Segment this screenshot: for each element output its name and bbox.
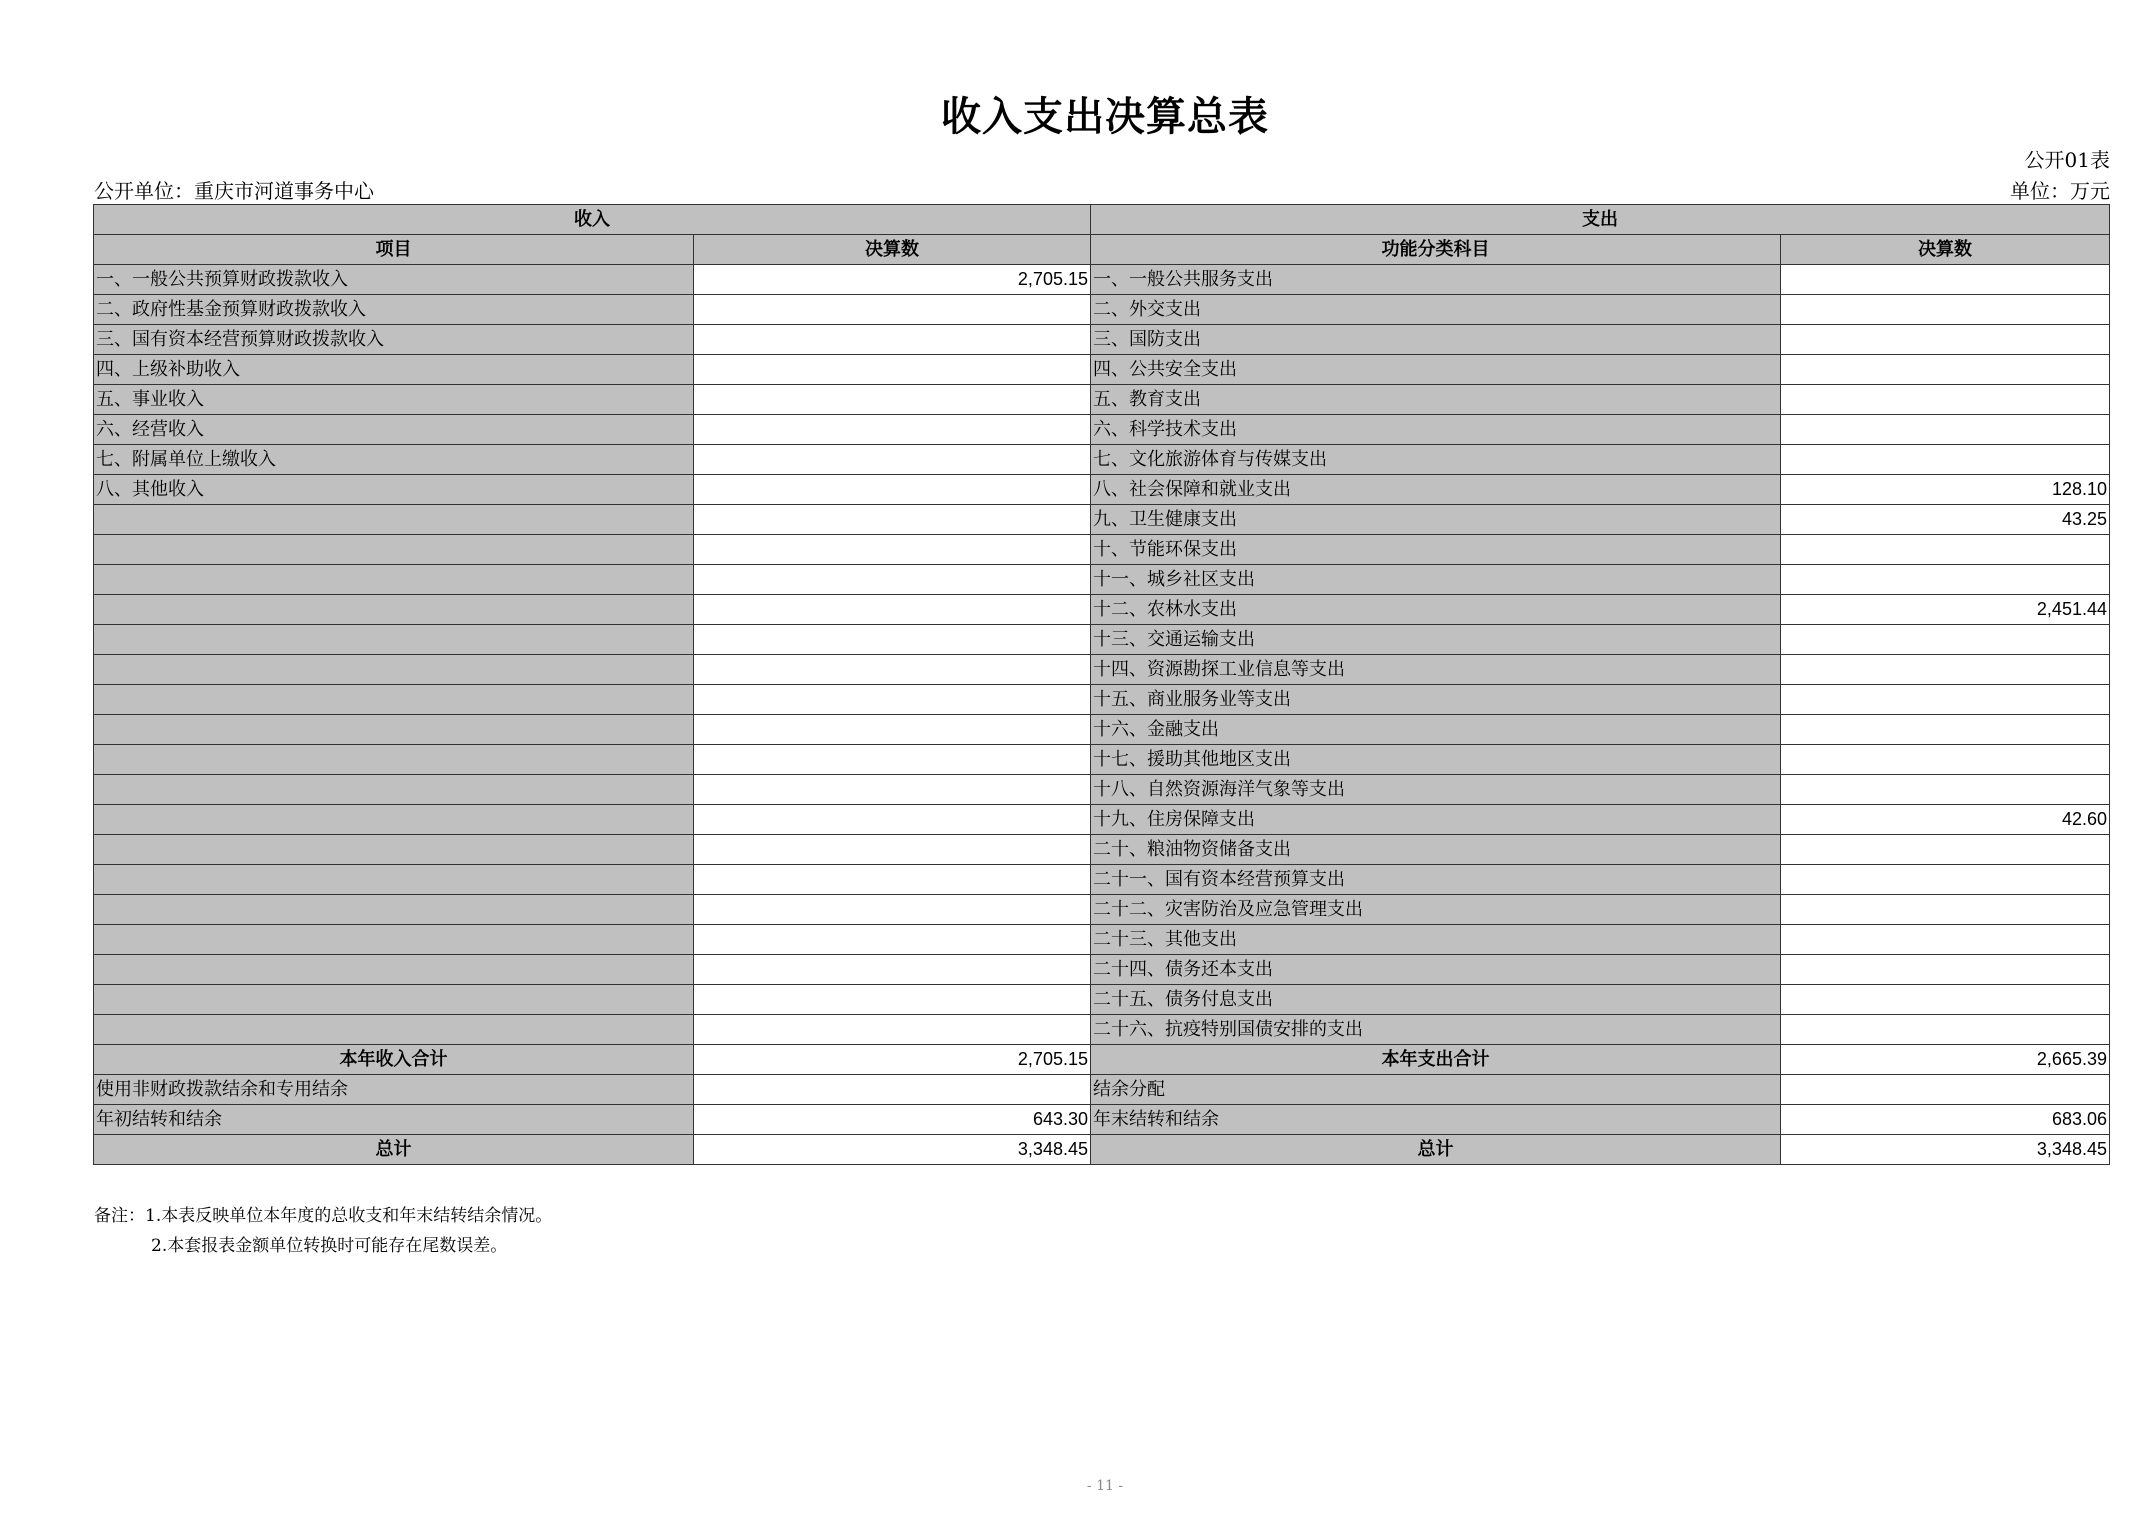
expense-item-value: 42.60 [1781,805,2110,835]
income-item-value [694,805,1091,835]
income-item-value [694,955,1091,985]
table-row [94,595,2110,625]
income-item-value [694,775,1091,805]
header-row-top [94,205,2110,235]
income-item-label [94,835,694,865]
expense-item-label: 四、公共安全支出 [1091,355,1781,385]
income-item-value: 2,705.15 [694,265,1091,295]
income-item-value [694,625,1091,655]
func-category-header: 功能分类科目 [1091,235,1781,265]
income-item-label [94,595,694,625]
income-item-label [94,805,694,835]
table-row [94,355,2110,385]
income-item-value [694,505,1091,535]
table-row [94,1015,2110,1045]
table-row [94,565,2110,595]
page-title: 收入支出决算总表 [941,93,1269,140]
income-item-label: 四、上级补助收入 [94,355,694,385]
income-item-label [94,745,694,775]
income-item-label [94,895,694,925]
income-item-value [694,835,1091,865]
expense-item-label: 七、文化旅游体育与传媒支出 [1091,445,1781,475]
note-line-1: 备注：1.本表反映单位本年度的总收支和年末结转结余情况。 [94,1206,553,1226]
income-item-value [694,1015,1091,1045]
income-item-value [694,685,1091,715]
surplus-alloc-label: 结余分配 [1091,1075,1781,1105]
expense-item-label: 二十二、灾害防治及应急管理支出 [1091,895,1781,925]
table-row [94,475,2110,505]
expense-item-label: 三、国防支出 [1091,325,1781,355]
expense-item-label: 六、科学技术支出 [1091,415,1781,445]
income-item-label [94,625,694,655]
income-item-value [694,445,1091,475]
income-header: 收入 [94,205,1091,235]
income-item-label: 七、附属单位上缴收入 [94,445,694,475]
expense-item-value: 128.10 [1781,475,2110,505]
income-item-value [694,325,1091,355]
expense-item-value [1781,985,2110,1015]
table-row [94,715,2110,745]
table-row [94,895,2110,925]
expense-item-value [1781,445,2110,475]
expense-item-label: 九、卫生健康支出 [1091,505,1781,535]
income-item-label: 二、政府性基金预算财政拨款收入 [94,295,694,325]
expense-item-label: 十五、商业服务业等支出 [1091,685,1781,715]
table-row [94,985,2110,1015]
balance-row [94,1105,2110,1135]
table-row [94,775,2110,805]
income-item-value [694,745,1091,775]
expense-item-value: 2,451.44 [1781,595,2110,625]
income-item-label [94,655,694,685]
measurement-unit: 单位：万元 [2010,179,2110,203]
income-item-value [694,865,1091,895]
income-item-label [94,1015,694,1045]
income-item-label [94,955,694,985]
expense-item-value [1781,925,2110,955]
expense-item-value [1781,835,2110,865]
grand-total-expense-value: 3,348.45 [1781,1135,2110,1165]
income-item-value [694,895,1091,925]
income-item-label [94,565,694,595]
income-item-value [694,475,1091,505]
notes [94,1201,552,1261]
expense-item-label: 十九、住房保障支出 [1091,805,1781,835]
income-item-label: 六、经营收入 [94,415,694,445]
income-item-label [94,685,694,715]
expense-item-value [1781,535,2110,565]
income-item-value [694,385,1091,415]
income-item-label [94,715,694,745]
table-row [94,265,2110,295]
expense-item-label: 二十三、其他支出 [1091,925,1781,955]
income-item-value [694,295,1091,325]
nonfiscal-row [94,1075,2110,1105]
page-number: - 11 - [1086,1478,1124,1494]
surplus-alloc-value [1781,1075,2110,1105]
grand-total-row [94,1135,2110,1165]
grand-total-income-value: 3,348.45 [694,1135,1091,1165]
year-total-row [94,1045,2110,1075]
expense-item-label: 十八、自然资源海洋气象等支出 [1091,775,1781,805]
grand-total-income-label: 总计 [94,1135,694,1165]
expense-item-value [1781,325,2110,355]
income-item-value [694,595,1091,625]
expense-item-value: 43.25 [1781,505,2110,535]
table-row [94,625,2110,655]
expense-header: 支出 [1091,205,2110,235]
table-row [94,415,2110,445]
expense-item-value [1781,265,2110,295]
income-item-label [94,925,694,955]
income-item-label [94,865,694,895]
expense-item-value [1781,955,2110,985]
income-item-label: 八、其他收入 [94,475,694,505]
table-row [94,865,2110,895]
expense-item-label: 十一、城乡社区支出 [1091,565,1781,595]
expense-item-value [1781,295,2110,325]
nonfiscal-label: 使用非财政拨款结余和专用结余 [94,1075,694,1105]
income-amount-header: 决算数 [694,235,1091,265]
form-number: 公开01表 [2024,148,2110,172]
table-row [94,385,2110,415]
income-item-value [694,535,1091,565]
expense-item-label: 十二、农林水支出 [1091,595,1781,625]
expense-item-value [1781,625,2110,655]
table-row [94,805,2110,835]
expense-item-label: 二十五、债务付息支出 [1091,985,1781,1015]
expense-item-value [1781,385,2110,415]
nonfiscal-value [694,1075,1091,1105]
table-row [94,295,2110,325]
note-line-2: 2.本套报表金额单位转换时可能存在尾数误差。 [151,1236,508,1256]
expense-amount-header: 决算数 [1781,235,2110,265]
income-item-value [694,925,1091,955]
expense-item-value [1781,775,2110,805]
expense-item-label: 五、教育支出 [1091,385,1781,415]
income-item-label: 一、一般公共预算财政拨款收入 [94,265,694,295]
expense-item-value [1781,745,2110,775]
table-row [94,685,2110,715]
income-expense-table [93,204,2110,1165]
income-item-label [94,535,694,565]
expense-item-label: 二十四、债务还本支出 [1091,955,1781,985]
income-item-label: 五、事业收入 [94,385,694,415]
begin-balance-label: 年初结转和结余 [94,1105,694,1135]
table-row [94,925,2110,955]
table-row [94,955,2110,985]
expense-item-label: 一、一般公共服务支出 [1091,265,1781,295]
income-item-label: 三、国有资本经营预算财政拨款收入 [94,325,694,355]
end-balance-label: 年末结转和结余 [1091,1105,1781,1135]
year-income-total-value: 2,705.15 [694,1045,1091,1075]
expense-item-value [1781,895,2110,925]
expense-item-value [1781,715,2110,745]
table-row [94,325,2110,355]
expense-item-label: 二十一、国有资本经营预算支出 [1091,865,1781,895]
income-item-value [694,655,1091,685]
end-balance-value: 683.06 [1781,1105,2110,1135]
table-row [94,505,2110,535]
expense-item-label: 二、外交支出 [1091,295,1781,325]
income-item-value [694,565,1091,595]
table-row [94,745,2110,775]
year-income-total-label: 本年收入合计 [94,1045,694,1075]
year-expense-total-label: 本年支出合计 [1091,1045,1781,1075]
income-item-value [694,715,1091,745]
table-row [94,535,2110,565]
table-row [94,655,2110,685]
income-item-value [694,985,1091,1015]
expense-item-label: 二十、粮油物资储备支出 [1091,835,1781,865]
income-item-value [694,415,1091,445]
expense-item-label: 十四、资源勘探工业信息等支出 [1091,655,1781,685]
expense-item-value [1781,655,2110,685]
expense-item-value [1781,685,2110,715]
expense-item-label: 十三、交通运输支出 [1091,625,1781,655]
grand-total-expense-label: 总计 [1091,1135,1781,1165]
reporting-unit: 公开单位：重庆市河道事务中心 [94,179,374,203]
expense-item-value [1781,355,2110,385]
begin-balance-value: 643.30 [694,1105,1091,1135]
expense-item-value [1781,565,2110,595]
header-row-sub [94,235,2110,265]
income-item-label [94,775,694,805]
income-item-label [94,985,694,1015]
expense-item-value [1781,415,2110,445]
income-item-value [694,355,1091,385]
table-row [94,445,2110,475]
year-expense-total-value: 2,665.39 [1781,1045,2110,1075]
table-row [94,835,2110,865]
expense-item-label: 十六、金融支出 [1091,715,1781,745]
item-header: 项目 [94,235,694,265]
expense-item-label: 二十六、抗疫特别国债安排的支出 [1091,1015,1781,1045]
expense-item-value [1781,865,2110,895]
expense-item-label: 十七、援助其他地区支出 [1091,745,1781,775]
expense-item-label: 八、社会保障和就业支出 [1091,475,1781,505]
expense-item-label: 十、节能环保支出 [1091,535,1781,565]
expense-item-value [1781,1015,2110,1045]
income-item-label [94,505,694,535]
